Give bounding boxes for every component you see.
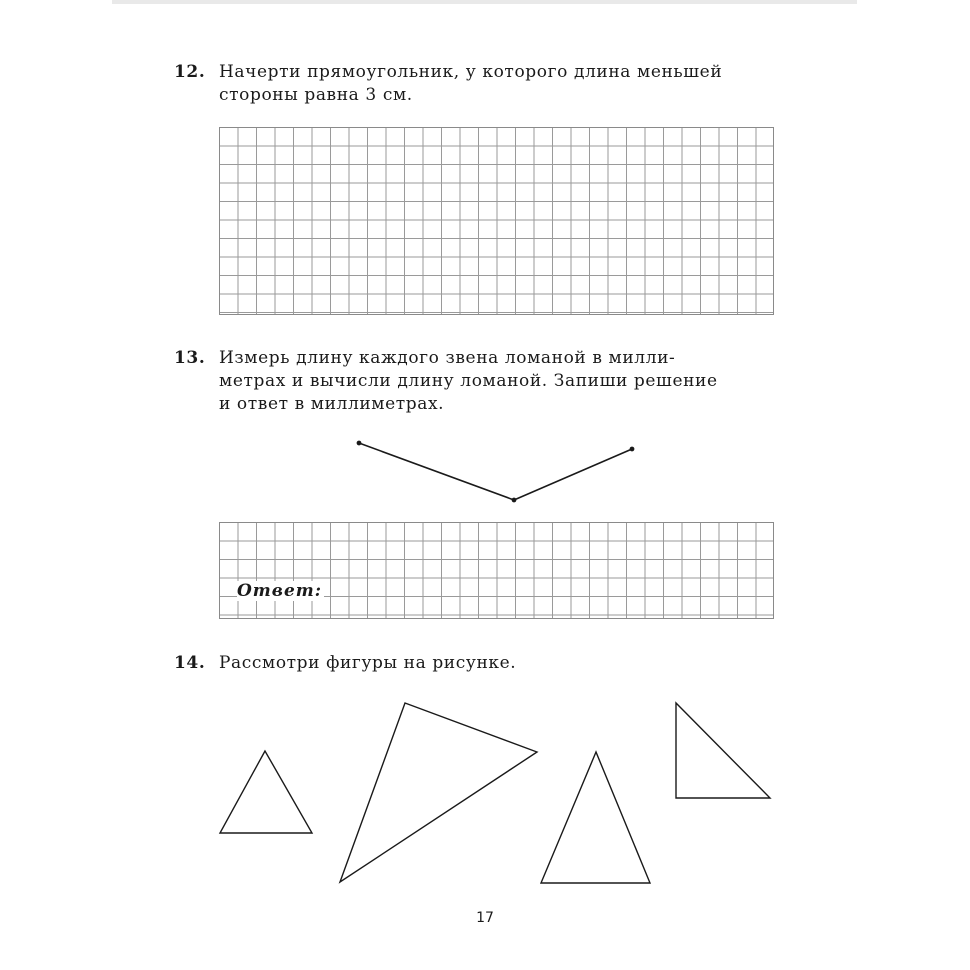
task-text-line: метрах и вычисли длину ломаной. Запиши решение	[219, 371, 718, 391]
task-text-line: Измерь длину каждого звена ломаной в милли-	[219, 348, 676, 368]
broken-line-path	[359, 443, 632, 500]
triangle-isosceles	[541, 752, 650, 883]
page-number: 17	[476, 910, 494, 926]
task-text-line: и ответ в миллиметрах.	[219, 394, 445, 414]
task-text-line: Начерти прямоугольник, у которого длина меньшей	[219, 62, 723, 82]
broken-line-vertex	[512, 498, 515, 501]
task-text-line: Рассмотри фигуры на рисунке.	[219, 653, 517, 673]
triangle-small-equilateral	[220, 751, 312, 833]
task-number: 13.	[174, 348, 206, 368]
task-text-line: стороны равна 3 см.	[219, 85, 413, 105]
answer-label: Ответ:	[237, 581, 323, 601]
triangle-right	[676, 703, 770, 798]
task-number: 14.	[174, 653, 206, 673]
task-number: 12.	[174, 62, 206, 82]
triangle-large-scalene	[340, 703, 537, 882]
broken-line-vertex	[357, 441, 360, 444]
broken-line-vertex	[630, 447, 633, 450]
broken-line	[357, 441, 633, 501]
